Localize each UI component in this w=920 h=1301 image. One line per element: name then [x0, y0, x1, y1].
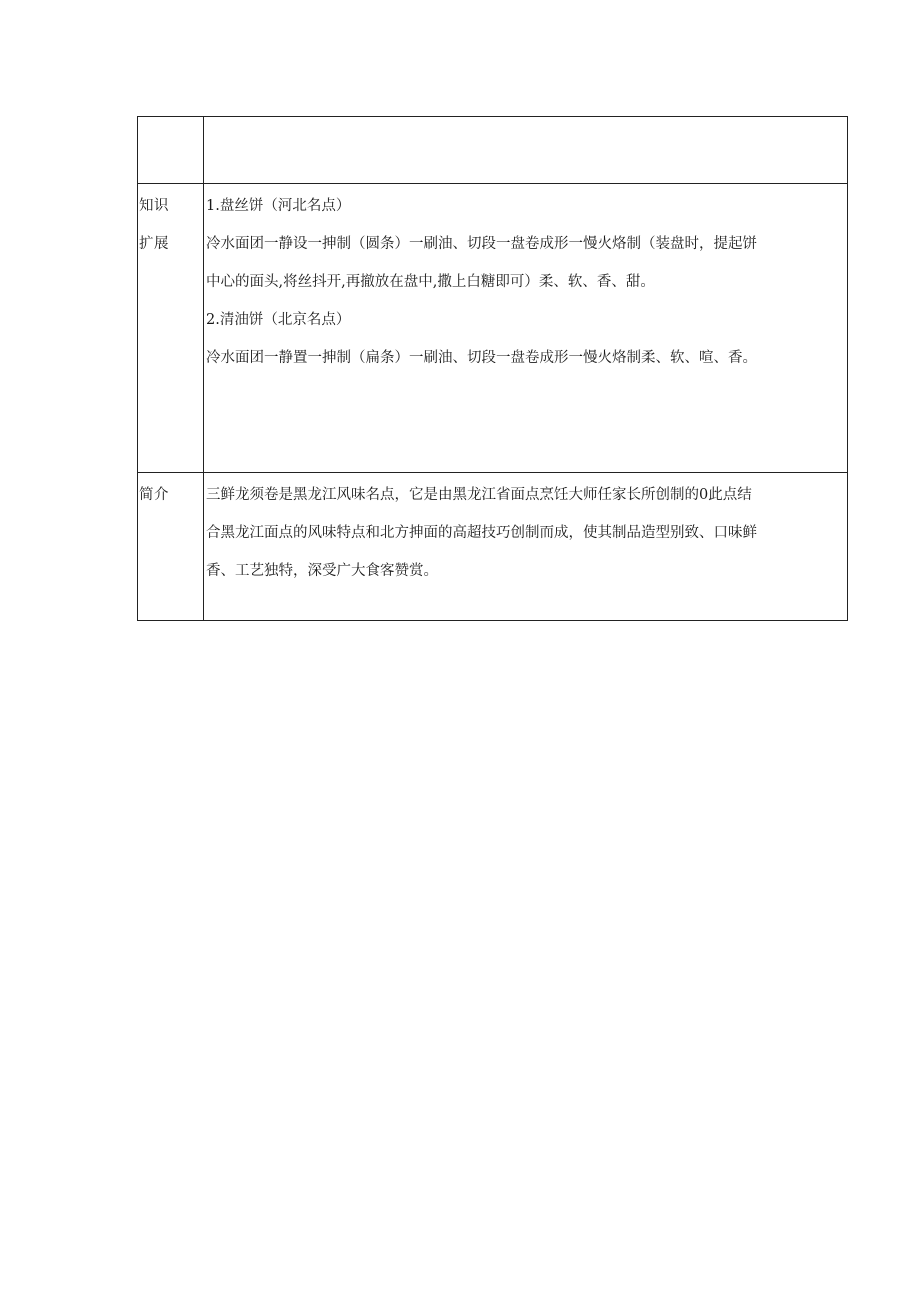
blank-body-cell [204, 117, 848, 184]
knowledge-line: 冷水面团一静置一抻制（扁条）一刷油、切段一盘卷成形一慢火烙制柔、软、喧、香。 [206, 350, 757, 366]
blank-row [138, 117, 848, 184]
intro-line: 合黑龙江面点的风味特点和北方抻面的高超技巧创制而成，使其制品造型别致、口味鲜 [206, 525, 757, 541]
knowledge-heading-2: 2.清油饼（北京名点） [206, 312, 351, 328]
knowledge-label-cell [138, 184, 204, 473]
intro-label: 简介 [139, 487, 169, 503]
intro-body-cell [204, 473, 848, 621]
blank-label-cell [138, 117, 204, 184]
knowledge-body [204, 184, 847, 377]
intro-line: 三鲜龙须卷是黑龙江风味名点，它是由黑龙江省面点烹饪大师任家长所创制的0此点结 [206, 487, 752, 503]
knowledge-body-cell [204, 184, 848, 473]
intro-body [204, 473, 847, 590]
knowledge-line: 中心的面头,将丝抖开,再撤放在盘中,撒上白糖即可）柔、软、香、甜。 [206, 274, 655, 290]
knowledge-heading-1: 1.盘丝饼（河北名点） [206, 198, 351, 214]
knowledge-label-line-2: 扩展 [139, 236, 169, 252]
knowledge-line: 冷水面团一静设一抻制（圆条）一刷油、切段一盘卷成形一慢火烙制（装盘时，提起饼 [206, 236, 757, 252]
knowledge-row [138, 184, 848, 473]
intro-line: 香、工艺独特，深受广大食客赞赏。 [206, 563, 438, 579]
content-table [137, 116, 848, 621]
knowledge-label-line-1: 知识 [139, 198, 169, 214]
intro-label-cell [138, 473, 204, 621]
knowledge-label [138, 184, 203, 263]
intro-row [138, 473, 848, 621]
